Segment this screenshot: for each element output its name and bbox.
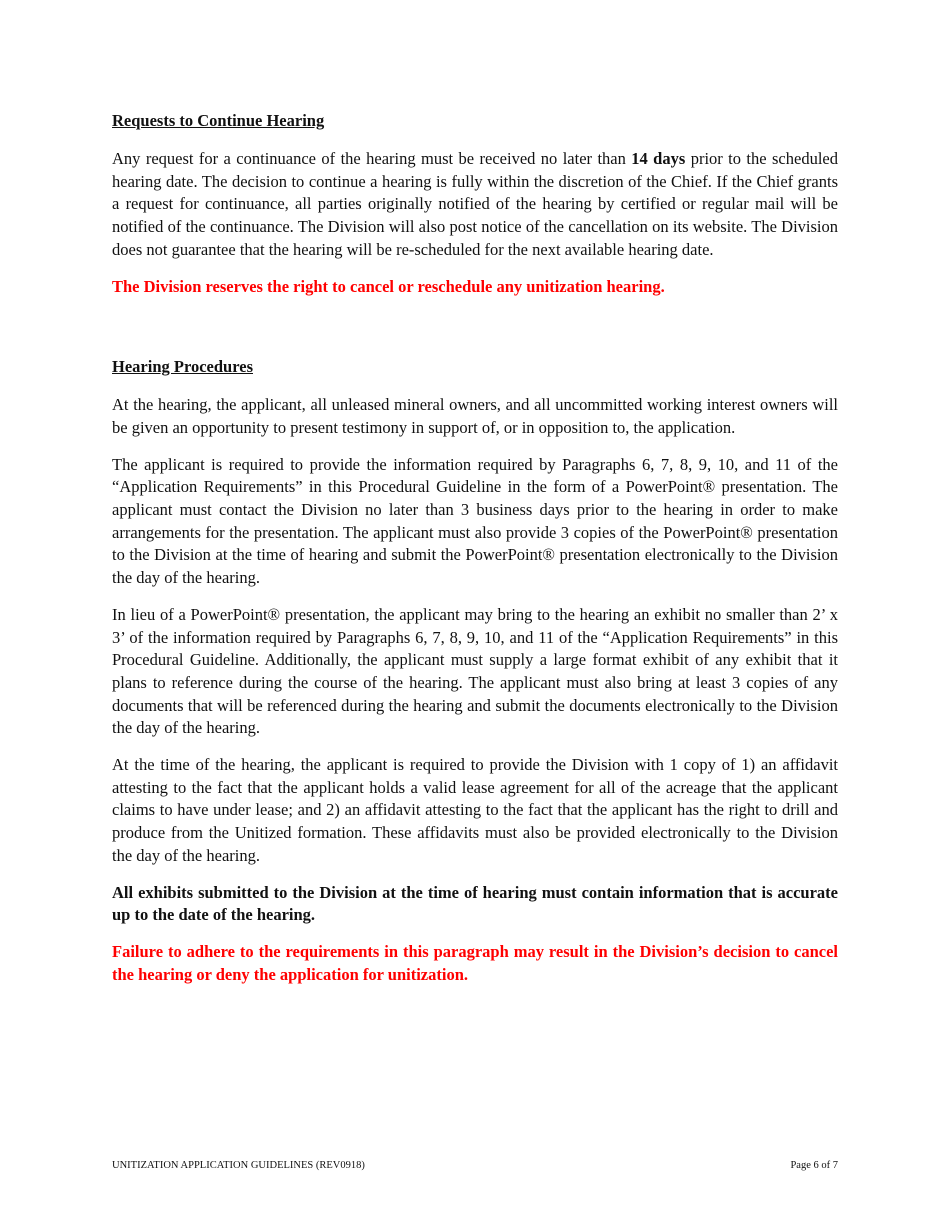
affidavit-paragraph: At the time of the hearing, the applicant is required to provide the Division with 1 copy of 1) an affidavit attesting to the fact that the applicant holds a valid lease agreement for all of the acreage that the applicant claims to have under lease; and 2) an affidavit attesting to the fact that the applicant has the right to drill and produce from the Unitized formation. These affidavits must also be provided electronically to the Division the day of the hearing. [112,755,838,865]
footer-document-title: UNITIZATION APPLICATION GUIDELINES (REV0918) [112,1160,365,1171]
section-heading-continue-hearing: Requests to Continue Hearing [112,111,325,130]
continuance-text-start: Any request for a continuance of the hearing must be received no later than [112,149,632,168]
footer-page-number: Page 6 of 7 [790,1160,838,1171]
reschedule-notice: The Division reserves the right to cancel or reschedule any unitization hearing. [112,276,665,296]
testimony-paragraph: At the hearing, the applicant, all unleased mineral owners, and all uncommitted working interest owners will be given an opportunity to present testimony in support of, or in opposition to, the application. [112,395,838,437]
page-footer [112,1160,838,1171]
continuance-text-end: prior to the scheduled hearing date. The decision to continue a hearing is fully within the discretion of the Chief. If the Chief grants a request for continuance, all parties originally notified of the hearing by certified or regular mail will be notified of the continuance. The Division will also post notice of the cancellation on its website. The Division does not guarantee that the hearing will be re-scheduled for the next available hearing date. [112,149,838,259]
section-gap [112,312,838,356]
failure-warning: Failure to adhere to the requirements in this paragraph may result in the Division’s decision to cancel the hearing or deny the application for unitization. [112,941,838,984]
powerpoint-paragraph: The applicant is required to provide the information required by Paragraphs 6, 7, 8, 9, 10, and 11 of the “Application Requirements” in this Procedural Guideline in the form of a PowerPoint® presentation. The applicant must contact the Division no later than 3 business days prior to the hearing in order to make arrangements for the presentation. The applicant must also provide 3 copies of the PowerPoint® presentation to the Division at the time of hearing and submit the PowerPoint® presentation electronically to the Division the day of the hearing. [112,454,838,588]
section-heading-hearing-procedures: Hearing Procedures [112,357,253,377]
document-page [112,110,838,1000]
continuance-paragraph [112,148,838,262]
continuance-deadline: 14 days [631,149,686,168]
exhibit-accuracy-note: All exhibits submitted to the Division at the time of hearing must contain information that is accurate up to the date of the hearing. [112,882,838,925]
exhibit-paragraph: In lieu of a PowerPoint® presentation, the applicant may bring to the hearing an exhibit no smaller than 2’ x 3’ of the information required by Paragraphs 6, 7, 8, 9, 10, and 11 of the “Application Requirements” in this Procedural Guideline. Additionally, the applicant must supply a large format exhibit of any exhibit that it plans to reference during the course of the hearing. The applicant must also bring at least 3 copies of any documents that will be referenced during the hearing and submit the documents electronically to the Division the day of the hearing. [112,604,838,738]
